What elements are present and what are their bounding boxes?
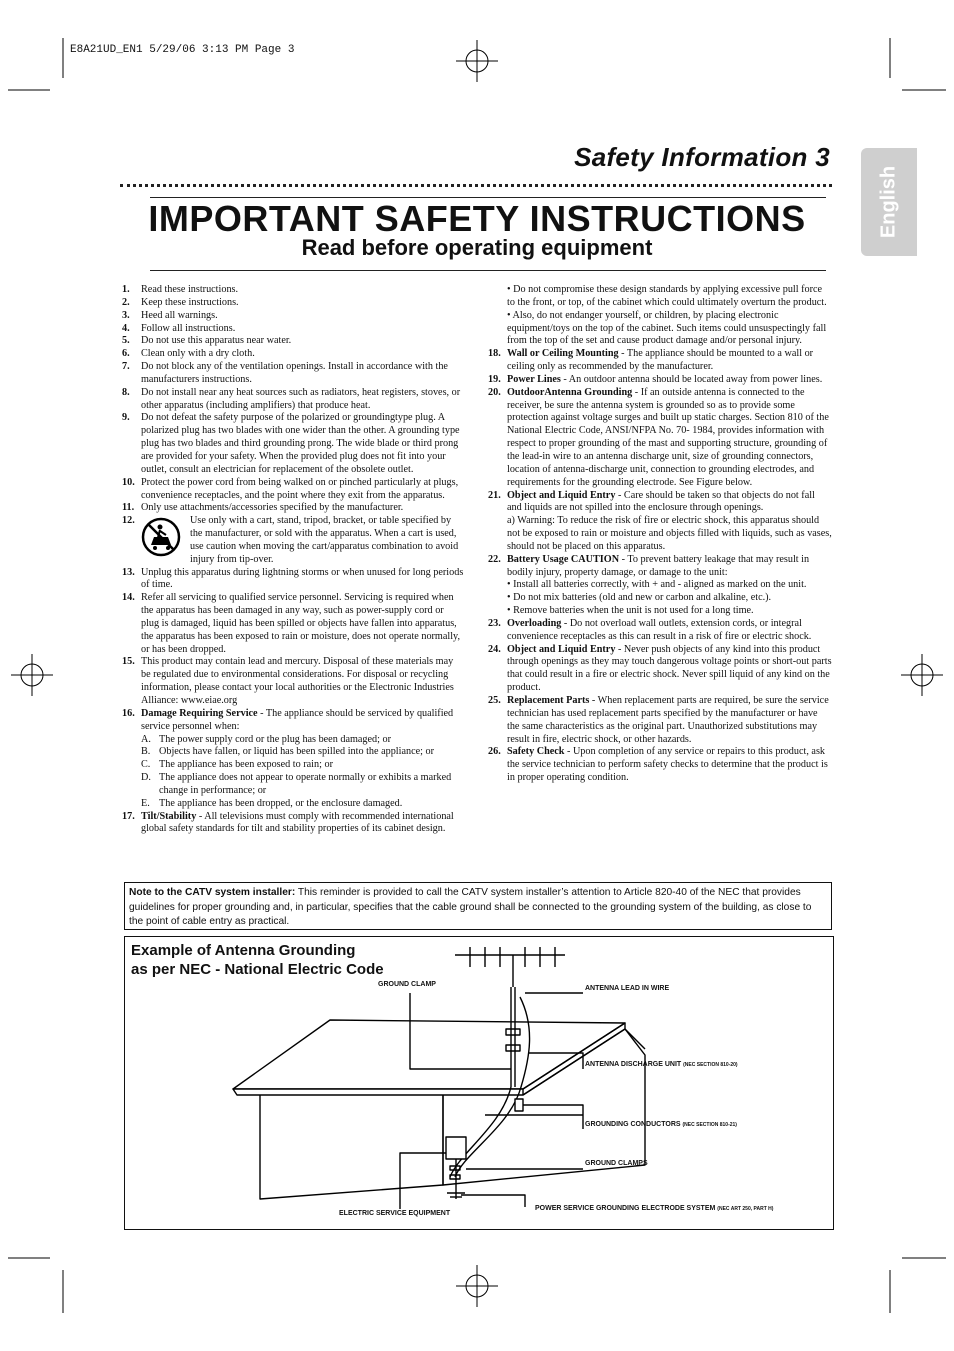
- cart-tip-over-warning-icon: [141, 517, 181, 557]
- label-reference: (NEC ART 250, PART H): [717, 1206, 774, 1212]
- sub-item-letter: B.: [141, 746, 151, 758]
- sub-list-item: [122, 759, 464, 772]
- note-text: This reminder is provided to call the CATV system installer’s attention to Article 820-40 of the NEC that provides guidelines for proper grounding and, in particular, specifies that the cable ground shall be connected to the grounding system of the building, as close to the point of cable entry as practical.: [129, 887, 812, 927]
- list-item: [122, 387, 464, 413]
- item-text: Unplug this apparatus during lightning storms or when unused for long periods of time.: [141, 566, 464, 591]
- diagram-title-line: Example of Antenna Grounding: [131, 942, 356, 959]
- item-text: Refer all servicing to qualified service personnel. Servicing is required when the apparatus has been damaged in any way, such as power-supply cord or plug is damaged, liquid has been spilled or objects have fallen into apparatus, the apparatus has been exposed to rain or moisture, does not operate normally, or has been dropped.: [141, 592, 461, 655]
- item-number: 13.: [122, 566, 135, 578]
- item-heading: OutdoorAntenna Grounding: [507, 386, 633, 398]
- instructions-left-column: [122, 284, 464, 836]
- item-text: Do not defeat the safety purpose of the polarized or groundingtype plug. A polarized plug has two blades with one wider than the other. A grounding type plug has two blades and third grounding prong. The wide blade or third prong are provided for your safety. When the provided plug does not fit into your outlet, consult an electrician for replacement of the obsolete outlet.: [141, 412, 460, 475]
- item-heading: Object and Liquid Entry: [507, 643, 616, 655]
- item-number: 7.: [122, 361, 130, 373]
- label-electric-service-equipment: ELECTRIC SERVICE EQUIPMENT: [339, 1210, 451, 1217]
- label-electrode-system: [535, 1205, 773, 1212]
- item-text: Read these instructions.: [141, 284, 239, 295]
- item-number: 5.: [122, 335, 130, 347]
- list-item: [488, 554, 832, 618]
- item-number: 22.: [488, 553, 501, 565]
- item-text: - Upon completion of any service or repairs to this product, ask the service technician to perform safety checks to determine that the product is in proper operating condition.: [507, 746, 828, 784]
- sub-list-item: [122, 746, 464, 759]
- item-number: 14.: [122, 592, 135, 604]
- note-heading: Note to the CATV system installer:: [129, 887, 296, 898]
- label-text: ANTENNA DISCHARGE UNIT: [585, 1061, 682, 1068]
- label-reference: (NEC SECTION 810-20): [683, 1062, 738, 1068]
- item-number: 12.: [122, 515, 135, 527]
- item-heading: Overloading: [507, 617, 562, 629]
- item-number: 11.: [122, 502, 135, 514]
- list-item: [488, 490, 832, 554]
- item-text: Do not block any of the ventilation openings. Install in accordance with the manufacturers instructions.: [141, 361, 448, 385]
- item-number: 2.: [122, 296, 130, 308]
- sub-item-text: Objects have fallen, or liquid has been spilled into the appliance; or: [159, 746, 434, 758]
- label-ground-clamps: GROUND CLAMPS: [585, 1160, 648, 1167]
- item-number: 21.: [488, 489, 501, 501]
- label-ground-clamp: GROUND CLAMP: [378, 981, 436, 988]
- item-text: Do not install near any heat sources such as radiators, heat registers, stoves, or other apparatus (including amplifiers) that produce heat.: [141, 386, 461, 411]
- item-text: - To prevent battery leakage that may result in bodily injury, property damage, or damage to the unit: • Install all batteries correctly, with + and - aligned as marked on the unit. • Do not mix batteries (old and new or carbon and alkaline, etc.). • Remove batteries when the unit is not used for a long time.: [507, 553, 810, 617]
- sub-item-text: The power supply cord or the plug has been damaged; or: [159, 733, 391, 745]
- label-grounding-conductors: [585, 1121, 737, 1128]
- sub-item-text: The appliance has been dropped, or the enclosure damaged.: [159, 797, 403, 809]
- item-text: - When replacement parts are required, be sure the service technician has used replacement parts specified by the manufacturer or have the same characteristics as the original part. Unauthorized substitutions may result in fire, electric shock, or other hazards.: [507, 695, 829, 745]
- item-heading: Battery Usage CAUTION: [507, 553, 620, 565]
- antenna-grounding-diagram: [124, 936, 834, 1230]
- item-text: Clean only with a dry cloth.: [141, 348, 255, 360]
- item-text: - The appliance should be serviced by qualified service personnel when:: [141, 707, 454, 732]
- title-rule-bottom: [150, 270, 826, 271]
- label-text: POWER SERVICE GROUNDING ELECTRODE SYSTEM: [535, 1205, 716, 1212]
- section-title: Safety Information 3: [574, 142, 830, 172]
- list-item: [488, 746, 832, 785]
- item-number: 25.: [488, 695, 501, 706]
- item-heading: Wall or Ceiling Mounting: [507, 348, 619, 360]
- item-heading: Safety Check: [507, 746, 565, 758]
- instructions-right-column: [488, 284, 832, 785]
- sub-list-item: [122, 772, 464, 798]
- list-item: [122, 323, 464, 336]
- label-antenna-lead-in: ANTENNA LEAD IN WIRE: [585, 985, 670, 992]
- item-number: 20.: [488, 386, 501, 398]
- item-text: Use only with a cart, stand, tripod, bracket, or table specified by the manufacturer, or sold with the apparatus. When a cart is used, use caution when moving the cart/apparatus combination to avoid injury from tip-over.: [190, 515, 459, 565]
- label-text: GROUNDING CONDUCTORS: [585, 1121, 681, 1128]
- list-item: [122, 412, 464, 476]
- item-text: - If an outside antenna is connected to the receiver, be sure the antenna system is grounded so as to provide some protection against voltage surges and built up static charges. Section 810 of the National Electric Code, ANSI/NFPA No. 70- 1984, provides information with respect to proper grounding of the mast and supporting structure, grounding of the lead-in wire to an antenna discharge unit, size of grounding connectors, location of antenna-discharge unit, connection to grounding electrodes, and requirements for the grounding electrode. See Figure below.: [507, 386, 829, 488]
- item-number: 23.: [488, 617, 501, 629]
- label-reference: (NEC SECTION 810-21): [682, 1122, 737, 1128]
- item-text: - All televisions must comply with recommended international global safety standards for tilt and stability properties of its cabinet design.: [141, 810, 454, 835]
- main-title: IMPORTANT SAFETY INSTRUCTIONS: [148, 198, 806, 239]
- list-item: [122, 567, 464, 593]
- item-heading: Damage Requiring Service: [141, 707, 258, 719]
- dotted-divider: [120, 184, 832, 187]
- item-number: 17.: [122, 810, 135, 822]
- sub-item-text: The appliance has been exposed to rain; or: [159, 759, 333, 771]
- item-number: 9.: [122, 412, 130, 424]
- item-heading: Power Lines: [507, 373, 561, 385]
- label-antenna-discharge-unit: [585, 1061, 738, 1068]
- sub-list-item: [122, 734, 464, 747]
- item-number: 19.: [488, 373, 501, 385]
- item-number: 18.: [488, 348, 501, 360]
- catv-installer-note: [124, 882, 832, 930]
- list-item: [122, 348, 464, 361]
- diagram-title-line: as per NEC - National Electric Code: [131, 961, 384, 978]
- list-item: [488, 644, 832, 695]
- item-text: - Care should be taken so that objects do not fall and liquids are not spilled into the enclosure through openings. a) Warning: To reduce the risk of fire or electric shock, this apparatus should not be exposed to rain or moisture and objects filled with liquids, such as vases, should not be placed on this apparatus.: [507, 489, 832, 552]
- list-item: [488, 387, 832, 490]
- sub-item-letter: D.: [141, 772, 151, 784]
- bullet-item: • Do not compromise these design standards by applying excessive pull force to the front, or top, of the cabinet which could ultimately overturn the product.: [507, 284, 827, 308]
- item-number: 3.: [122, 309, 130, 321]
- item-number: 10.: [122, 476, 135, 488]
- item-text: - Never push objects of any kind into this product through openings as they may touch dangerous voltage points or short-out parts that could result in a fire or electric shock. Never spill liquid of any kind on the product.: [507, 643, 832, 694]
- item-number: 6.: [122, 348, 130, 360]
- subtitle: Read before operating equipment: [301, 235, 653, 260]
- item-number: 1.: [122, 284, 130, 295]
- sub-item-letter: C.: [141, 759, 151, 771]
- bullet-item: • Also, do not endanger yourself, or children, by placing electronic equipment/toys on the top of the cabinet. Such items could unsuspectingly fall from the top of the set and cause product damage and/or personal injury.: [507, 309, 827, 347]
- item-number: 4.: [122, 322, 130, 334]
- item-text: Follow all instructions.: [141, 322, 236, 334]
- item-text: - Do not overload wall outlets, extension cords, or integral convenience receptacles as this can result in a risk of fire or electric shock.: [507, 617, 812, 642]
- item-text: Heed all warnings.: [141, 309, 218, 321]
- house-antenna-illustration: [125, 937, 833, 1229]
- list-item: [122, 592, 464, 656]
- item-number: 8.: [122, 386, 130, 398]
- item-heading: Tilt/Stability: [141, 810, 197, 822]
- language-tab-label: English: [877, 165, 900, 239]
- item-text: Do not use this apparatus near water.: [141, 335, 292, 347]
- print-header: E8A21UD_EN1 5/29/06 3:13 PM Page 3: [70, 44, 295, 56]
- sub-item-letter: E.: [141, 797, 150, 809]
- item-text: Protect the power cord from being walked on or pinched particularly at plugs, convenience receptacles, and the point where they exit from the apparatus.: [141, 476, 459, 501]
- item-number: 16.: [122, 707, 135, 719]
- list-item: [122, 297, 464, 310]
- item-text: Only use attachments/accessories specified by the manufacturer.: [141, 502, 404, 514]
- list-item: [122, 335, 464, 348]
- list-item: [122, 477, 464, 503]
- item-text: - The appliance should be mounted to a wall or ceiling only as recommended by the manufacturer.: [507, 348, 814, 373]
- list-item: [122, 708, 464, 734]
- sub-list-item: [122, 798, 464, 811]
- sub-item-text: The appliance does not appear to operate normally or exhibits a marked change in performance; or: [159, 772, 452, 796]
- list-item: [488, 374, 832, 387]
- list-item: [122, 284, 464, 297]
- list-item: [122, 811, 464, 837]
- item-heading: Replacement Parts: [507, 695, 590, 706]
- list-item: [122, 310, 464, 323]
- sub-item-letter: A.: [141, 733, 151, 745]
- list-item: [122, 502, 464, 515]
- list-item: [122, 656, 464, 707]
- list-item: [488, 618, 832, 644]
- item-number: 15.: [122, 656, 135, 668]
- list-item: [122, 515, 464, 566]
- list-item: [488, 695, 832, 746]
- item-text: Keep these instructions.: [141, 296, 239, 308]
- item-text: This product may contain lead and mercury. Disposal of these materials may be regulated due to environmental considerations. For disposal or recycling information, please contact your local authorities or the Electronic Industries Alliance: www.eiae.org: [141, 656, 454, 706]
- item-heading: Object and Liquid Entry: [507, 489, 616, 501]
- item-number: 24.: [488, 643, 501, 655]
- item-text: - An outdoor antenna should be located away from power lines.: [560, 373, 823, 385]
- list-item: [122, 361, 464, 387]
- item-number: 26.: [488, 746, 501, 758]
- list-item: [488, 348, 832, 374]
